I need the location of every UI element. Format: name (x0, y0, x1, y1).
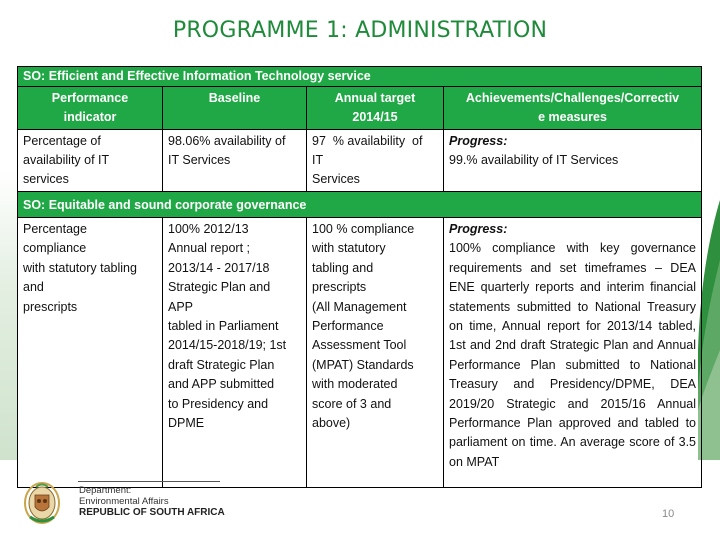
so-label: SO: Equitable and sound corporate governance (18, 192, 702, 218)
achievement-cell (444, 130, 702, 192)
achievement-cell (444, 218, 702, 488)
slide-title: PROGRAMME 1: ADMINISTRATION (172, 18, 548, 43)
progress-label: Progress: (449, 134, 508, 148)
performance-table (17, 66, 702, 488)
department-footer (20, 475, 240, 525)
so-row-governance (18, 192, 702, 218)
column-header-annual-target: Annual target 2014/15 (307, 87, 444, 130)
baseline-cell: 100% 2012/13 Annual report ; 2013/14 - 2017/18 Strategic Plan and APP tabled in Parliament 2014/15-2018/19; 1st draft Strategic Plan and APP submitted to Presidency and DPME (163, 218, 307, 488)
indicator-cell: Percentage compliance with statutory tabling and prescripts (18, 218, 163, 488)
column-header-baseline: Baseline (163, 87, 307, 130)
target-cell: 100 % compliance with statutory tabling and prescripts (All Management Performance Assessment Tool (MPAT) Standards with moderated score of 3 and above) (307, 218, 444, 488)
progress-text: 99.% availability of IT Services (449, 153, 619, 167)
column-header-achievements: Achievements/Challenges/Correctiv e measures (444, 87, 702, 130)
so-row-it-service (18, 67, 702, 87)
so-label: SO: Efficient and Effective Information Technology service (18, 67, 702, 87)
page-number: 10 (662, 508, 675, 520)
department-name: Department: Environmental Affairs REPUBLIC OF SOUTH AFRICA (79, 485, 225, 518)
column-header-indicator: Performance indicator (18, 87, 163, 130)
column-header-row (18, 87, 702, 130)
table-row (18, 218, 702, 488)
coat-of-arms-icon (22, 479, 62, 530)
progress-label: Progress: (449, 222, 508, 236)
indicator-cell: Percentage of availability of IT services (18, 130, 163, 192)
footer-divider (78, 481, 220, 482)
baseline-cell: 98.06% availability of IT Services (163, 130, 307, 192)
background-left-gradient (0, 170, 17, 460)
table-row (18, 130, 702, 192)
target-cell: 97 % availability of IT Services (307, 130, 444, 192)
progress-text: 100% compliance with key governance requirements and set timeframes – DEA ENE quarterly reports and interim financial statements submitted to National Treasury on time, Annual report for 2013/14 tabled, 1st and 2nd draft Strategic Plan and Annual Performance Plan submitted to National Treasury and Presidency/DPME, DEA 2019/20 Strategic and 2015/16 Annual Performance Plan approved and tabled to parliament on time. An average score of 3.5 on MPAT (449, 241, 697, 469)
